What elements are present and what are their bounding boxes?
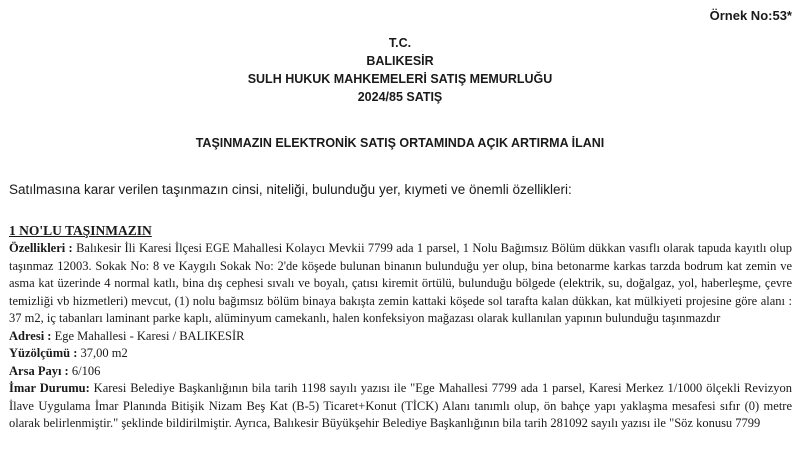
header-republic: T.C. bbox=[388, 36, 412, 50]
zoning-text: Karesi Belediye Başkanlığının bila tarih 1198 sayılı yazısı ile "Ege Mahallesi 7799 ada 1 parsel, Karesi Merkez 1/1000 ölçekli Revizyon İlave Uygulama İmar Planında Bitişik Nizam Beş Kat (B-5) Ticaret+Konut (TİCK) Alanı tanımlı olup, ön bahçe yapı yaklaşma mesafesi sıfır (0) metre olarak belirlenmiştir." şeklinde bildirilmiştir. Ayrıca, Balıkesir Büyükşehir Belediye Başkanlığının bila tarih 281092 sayılı yazısı ile "Söz konusu 7799 bbox=[9, 381, 792, 430]
property-section bbox=[9, 222, 792, 433]
header-file-number: 2024/85 SATIŞ bbox=[357, 90, 443, 104]
header-city: BALIKESİR bbox=[366, 54, 434, 68]
address-line bbox=[9, 328, 792, 346]
area-value: 37,00 m2 bbox=[77, 346, 128, 360]
features-text: Balıkesir İli Karesi İlçesi EGE Mahallesi Kolaycı Mevkii 7799 ada 1 parsel, 1 Nolu Bağımsız Bölüm dükkan vasıflı olarak tapuda kayıtlı olup taşınmaz 12003. Sokak No: 8 ve Kaygılı Sokak No: 2'de köşede bulunan binanın bulunduğu yer olup, bina betonarme karkas tarzda bodrum kat zemin ve asma kat üzerinde 4 normal katlı, bina dış cephesi sıvalı ve boyalı, çatısı kiremit örtülü, bulunduğu bölgede (elektrik, su, doğalgaz, yol, haberleşme, çevre temizliği vb hizmetleri) mevcut, (1) nolu bağımsız bölüm binaya bakışta zemin kattaki köşede sol tarafta kalan dükkan, kat mülkiyeti projesine göre alanı : 37 m2, iç tabanları laminant parke kaplı, alüminyum camekanlı, halen konfeksiyon mağazası olarak kullanılan yapının bulunduğu taşınmazdır bbox=[9, 241, 792, 325]
document-header bbox=[0, 34, 800, 106]
address-value: Ege Mahallesi - Karesi / BALIKESİR bbox=[51, 328, 245, 343]
property-heading: 1 NO'LU TAŞINMAZIN bbox=[9, 223, 152, 238]
area-line bbox=[9, 345, 792, 363]
features-paragraph bbox=[9, 240, 792, 328]
land-share-value: 6/106 bbox=[68, 363, 101, 378]
address-label: Adresi : bbox=[9, 328, 52, 343]
header-office: SULH HUKUK MAHKEMELERİ SATIŞ MEMURLUĞU bbox=[247, 72, 553, 86]
zoning-paragraph bbox=[9, 380, 792, 433]
features-label: Özellikleri : bbox=[9, 241, 73, 255]
area-label: Yüzölçümü : bbox=[9, 346, 78, 360]
announcement-title: TAŞINMAZIN ELEKTRONİK SATIŞ ORTAMINDA AÇIK ARTIRMA İLANI bbox=[195, 136, 605, 150]
land-share-label: Arsa Payı : bbox=[9, 363, 69, 378]
zoning-label: İmar Durumu: bbox=[9, 381, 90, 395]
land-share-line bbox=[9, 363, 792, 381]
intro-text: Satılmasına karar verilen taşınmazın cinsi, niteliği, bulunduğu yer, kıymeti ve önemli özellikleri: bbox=[9, 182, 572, 197]
example-number-label: Örnek No:53* bbox=[709, 8, 792, 23]
